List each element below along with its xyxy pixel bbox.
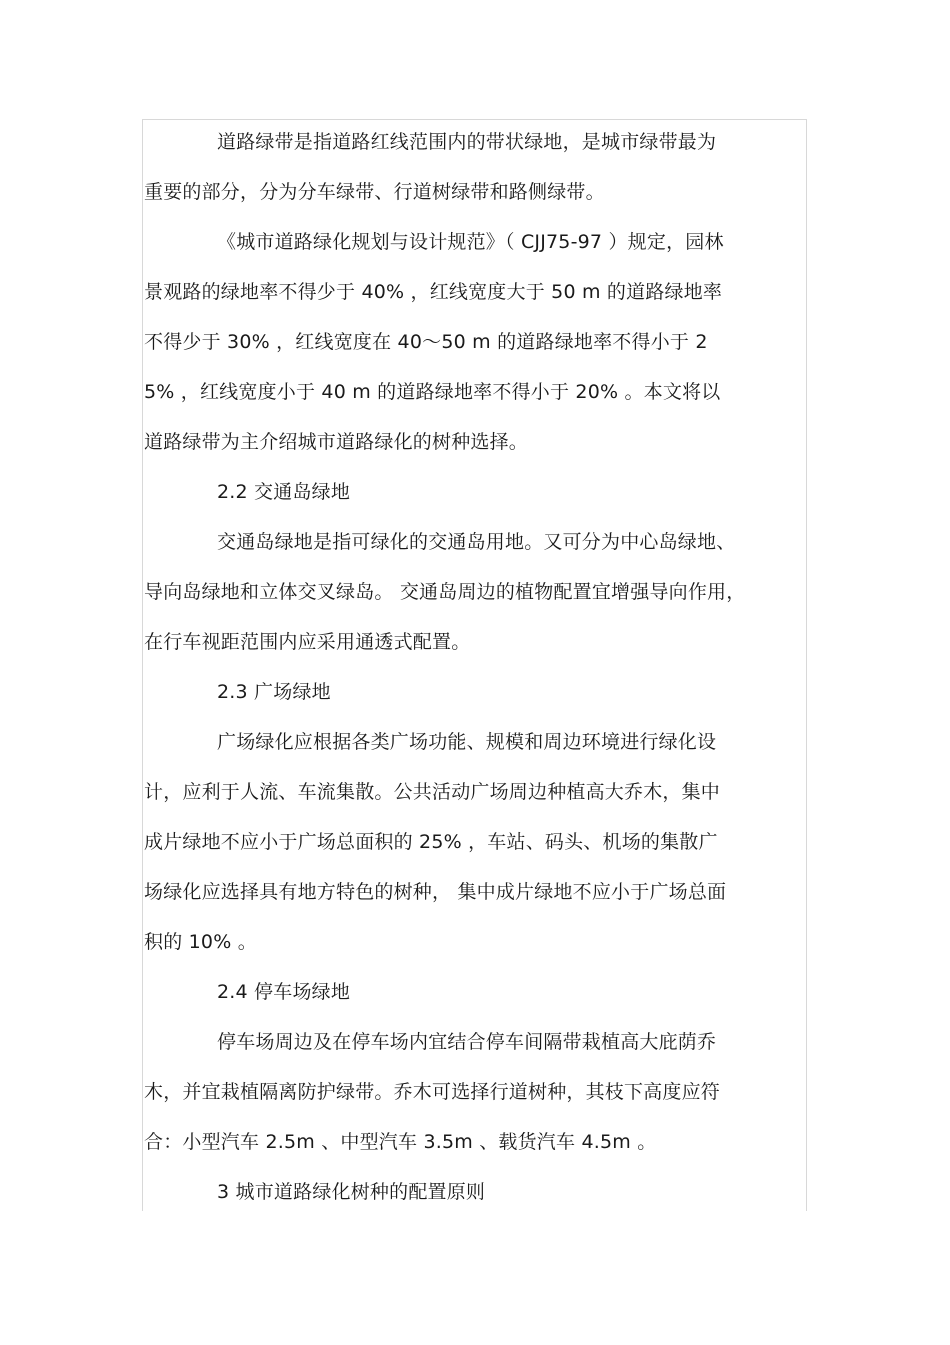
paragraph-line-9: 交通岛绿地是指可绿化的交通岛用地。又可分为中心岛绿地、: [217, 531, 736, 553]
paragraph-line-3: 《城市道路绿化规划与设计规范》（ CJJ75-97 ）规定，园林: [217, 231, 724, 253]
paragraph-line-2: 重要的部分，分为分车绿带、行道树绿带和路侧绿带。: [144, 181, 605, 203]
paragraph-line-21: 合：小型汽车 2.5m 、中型汽车 3.5m 、载货汽车 4.5m 。: [144, 1131, 657, 1153]
paragraph-line-14: 计，应利于人流、车流集散。公共活动广场周边种植高大乔木，集中: [144, 781, 721, 803]
paragraph-line-7: 道路绿带为主介绍城市道路绿化的树种选择。: [144, 431, 529, 453]
paragraph-line-10: 导向岛绿地和立体交叉绿岛。 交通岛周边的植物配置宜增强导向作用，: [144, 581, 746, 603]
paragraph-line-17: 积的 10% 。: [144, 931, 257, 953]
paragraph-line-5: 不得少于 30% ，红线宽度在 40～50 m 的道路绿地率不得小于 2: [144, 331, 708, 353]
section-heading-3: 3 城市道路绿化树种的配置原则: [217, 1181, 486, 1203]
paragraph-line-6: 5% ，红线宽度小于 40 m 的道路绿地率不得小于 20% 。本文将以: [144, 381, 721, 403]
paragraph-line-15: 成片绿地不应小于广场总面积的 25% ，车站、码头、机场的集散广: [144, 831, 718, 853]
document-body: [144, 121, 806, 1221]
section-heading-2-4: 2.4 停车场绿地: [217, 981, 351, 1003]
paragraph-line-20: 木，并宜栽植隔离防护绿带。乔木可选择行道树种，其枝下高度应符: [144, 1081, 721, 1103]
paragraph-line-19: 停车场周边及在停车场内宜结合停车间隔带栽植高大庇荫乔: [217, 1031, 717, 1053]
paragraph-line-16: 场绿化应选择具有地方特色的树种， 集中成片绿地不应小于广场总面: [144, 881, 727, 903]
paragraph-line-4: 景观路的绿地率不得少于 40% ，红线宽度大于 50 m 的道路绿地率: [144, 281, 723, 303]
paragraph-line-11: 在行车视距范围内应采用通透式配置。: [144, 631, 471, 653]
section-heading-2-2: 2.2 交通岛绿地: [217, 481, 351, 503]
paragraph-line-13: 广场绿化应根据各类广场功能、规模和周边环境进行绿化设: [217, 731, 717, 753]
paragraph-line-1: 道路绿带是指道路红线范围内的带状绿地，是城市绿带最为: [217, 131, 717, 153]
section-heading-2-3: 2.3 广场绿地: [217, 681, 331, 703]
